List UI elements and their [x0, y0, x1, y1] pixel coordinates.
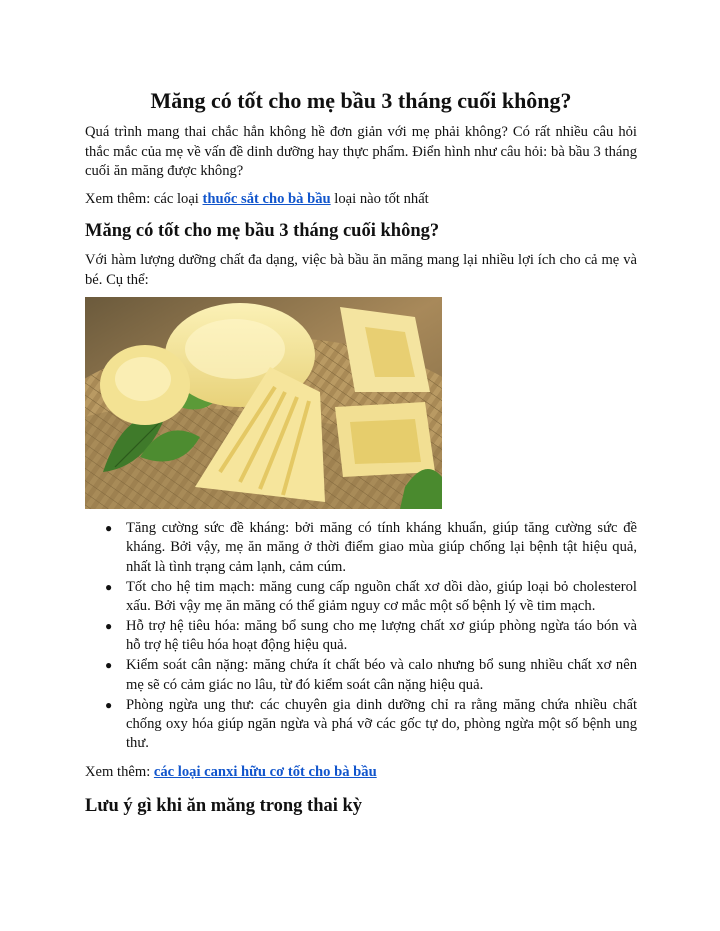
section-2-heading: Lưu ý gì khi ăn măng trong thai kỳ [85, 796, 363, 816]
intro-paragraph: Quá trình mang thai chắc hẳn không hề đơn giản với mẹ phải không? Có rất nhiều câu hỏi thắc mắc của mẹ về vấn đề dinh dưỡng hay thực phẩm. Điển hình như câu hỏi: bà bầu 3 tháng cuối ăn măng được không? [85, 124, 637, 179]
organic-calcium-link[interactable]: các loại canxi hữu cơ tốt cho bà bầu [153, 764, 377, 780]
bullet-icon: ● [105, 619, 113, 634]
see-more-suffix: loại nào tốt nhất [330, 191, 429, 207]
list-item [85, 696, 637, 754]
list-item-text: Hỗ trợ hệ tiêu hóa: măng bổ sung cho mẹ lượng chất xơ giúp phòng ngừa táo bón và hỗ trợ hệ tiêu hóa hoạt động hiệu quả. [126, 618, 637, 654]
see-more-prefix: Xem thêm: các loại [85, 191, 203, 207]
section-1-paragraph: Với hàm lượng dưỡng chất đa dạng, việc bà bầu ăn măng mang lại nhiều lợi ích cho cả mẹ và bé. Cụ thể: [85, 252, 637, 288]
list-item [85, 656, 637, 695]
list-item [85, 617, 637, 656]
iron-supplement-link[interactable]: thuốc sắt cho bà bầu [202, 191, 331, 207]
benefits-list [85, 519, 637, 754]
bullet-icon: ● [105, 658, 113, 673]
list-item-text: Kiểm soát cân nặng: măng chứa ít chất béo và calo nhưng bổ sung nhiều chất xơ nên mẹ sẽ có cảm giác no lâu, từ đó kiểm soát cân nặng hiệu quả. [126, 657, 637, 693]
section-1-heading: Măng có tốt cho mẹ bầu 3 tháng cuối không? [85, 221, 440, 241]
bullet-icon: ● [105, 579, 113, 594]
bullet-icon: ● [105, 521, 113, 535]
list-item [85, 519, 637, 577]
bamboo-shoots-photo [85, 297, 442, 509]
list-item-text: Phòng ngừa ung thư: các chuyên gia dinh dưỡng chỉ ra rằng măng chứa nhiều chất chống oxy hóa giúp ngăn ngừa và phá vỡ các gốc tự do, phòng ngừa một số bệnh ung thư. [126, 696, 637, 752]
page-title: Măng có tốt cho mẹ bầu 3 tháng cuối không? [150, 88, 572, 113]
bullet-icon: ● [105, 697, 113, 712]
see-more-prefix: Xem thêm: [85, 764, 154, 780]
list-item-text: Tăng cường sức đề kháng: bởi măng có tính kháng khuẩn, giúp tăng cường sức đề kháng. Bởi vậy, mẹ ăn măng ở thời điểm giao mùa giúp chống lại bệnh tật hiệu quả, nhất là tình trạng cảm lạnh, cảm cúm. [126, 520, 637, 575]
list-item [85, 578, 637, 617]
list-item-text: Tốt cho hệ tim mạch: măng cung cấp nguồn chất xơ dồi dào, giúp loại bỏ cholesterol xấu. Bởi vậy mẹ ăn măng có thể giảm nguy cơ mắc một số bệnh lý về tim mạch. [126, 578, 637, 615]
see-more-line-2 [85, 763, 637, 783]
see-more-line-1 [85, 190, 637, 210]
